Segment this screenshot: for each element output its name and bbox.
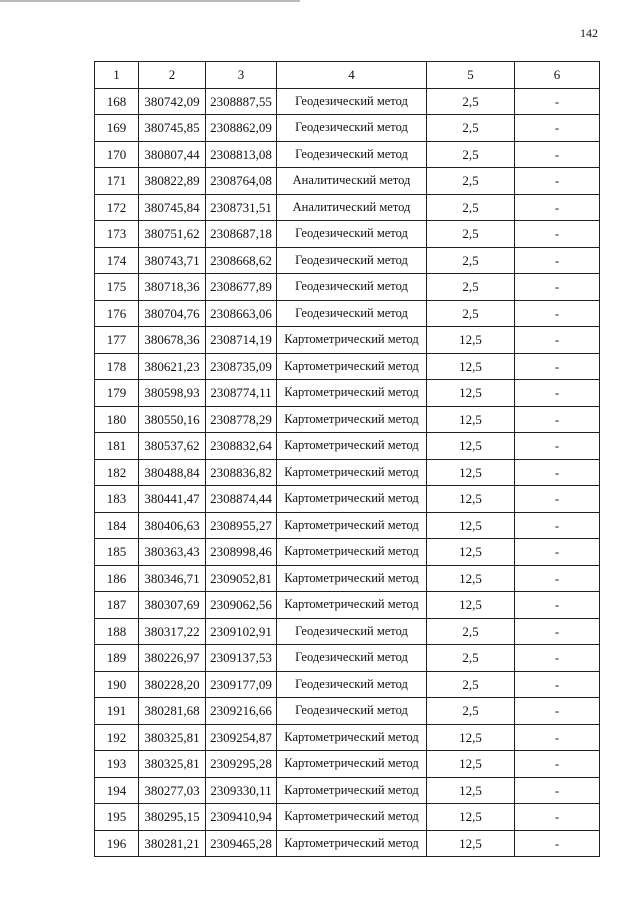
table-row — [95, 168, 600, 195]
y-coordinate-cell: 2308714,19 — [206, 327, 277, 354]
point-number-cell: 192 — [95, 724, 139, 751]
y-coordinate-cell: 2308778,29 — [206, 406, 277, 433]
method-cell: Геодезический метод — [277, 141, 427, 168]
note-cell: - — [515, 353, 600, 380]
x-coordinate-cell: 380277,03 — [139, 777, 206, 804]
x-coordinate-cell: 380743,71 — [139, 247, 206, 274]
x-coordinate-cell: 380363,43 — [139, 539, 206, 566]
accuracy-cell: 2,5 — [427, 698, 515, 725]
note-cell: - — [515, 724, 600, 751]
point-number-cell: 169 — [95, 115, 139, 142]
y-coordinate-cell: 2309062,56 — [206, 592, 277, 619]
method-cell: Картометрический метод — [277, 751, 427, 778]
y-coordinate-cell: 2308862,09 — [206, 115, 277, 142]
accuracy-cell: 12,5 — [427, 565, 515, 592]
method-cell: Картометрический метод — [277, 353, 427, 380]
y-coordinate-cell: 2309295,28 — [206, 751, 277, 778]
x-coordinate-cell: 380281,68 — [139, 698, 206, 725]
point-number-cell: 179 — [95, 380, 139, 407]
y-coordinate-cell: 2309216,66 — [206, 698, 277, 725]
note-cell: - — [515, 274, 600, 301]
method-cell: Картометрический метод — [277, 406, 427, 433]
table-header-row — [95, 62, 600, 89]
accuracy-cell: 2,5 — [427, 300, 515, 327]
method-cell: Геодезический метод — [277, 274, 427, 301]
column-header-3: 3 — [206, 62, 277, 89]
x-coordinate-cell: 380537,62 — [139, 433, 206, 460]
y-coordinate-cell: 2308663,06 — [206, 300, 277, 327]
point-number-cell: 190 — [95, 671, 139, 698]
x-coordinate-cell: 380307,69 — [139, 592, 206, 619]
point-number-cell: 170 — [95, 141, 139, 168]
y-coordinate-cell: 2309330,11 — [206, 777, 277, 804]
point-number-cell: 189 — [95, 645, 139, 672]
x-coordinate-cell: 380325,81 — [139, 751, 206, 778]
method-cell: Картометрический метод — [277, 486, 427, 513]
accuracy-cell: 12,5 — [427, 804, 515, 831]
table-row — [95, 406, 600, 433]
method-cell: Геодезический метод — [277, 618, 427, 645]
x-coordinate-cell: 380317,22 — [139, 618, 206, 645]
method-cell: Картометрический метод — [277, 539, 427, 566]
accuracy-cell: 2,5 — [427, 274, 515, 301]
y-coordinate-cell: 2309465,28 — [206, 830, 277, 857]
accuracy-cell: 12,5 — [427, 751, 515, 778]
method-cell: Картометрический метод — [277, 777, 427, 804]
point-number-cell: 173 — [95, 221, 139, 248]
accuracy-cell: 12,5 — [427, 433, 515, 460]
point-number-cell: 176 — [95, 300, 139, 327]
note-cell: - — [515, 671, 600, 698]
accuracy-cell: 12,5 — [427, 327, 515, 354]
note-cell: - — [515, 512, 600, 539]
coordinates-table — [94, 61, 600, 857]
accuracy-cell: 12,5 — [427, 459, 515, 486]
y-coordinate-cell: 2308874,44 — [206, 486, 277, 513]
method-cell: Картометрический метод — [277, 724, 427, 751]
table-row — [95, 698, 600, 725]
point-number-cell: 177 — [95, 327, 139, 354]
table-row — [95, 512, 600, 539]
note-cell: - — [515, 618, 600, 645]
table-row — [95, 194, 600, 221]
method-cell: Картометрический метод — [277, 565, 427, 592]
note-cell: - — [515, 115, 600, 142]
note-cell: - — [515, 88, 600, 115]
accuracy-cell: 2,5 — [427, 115, 515, 142]
method-cell: Геодезический метод — [277, 247, 427, 274]
point-number-cell: 186 — [95, 565, 139, 592]
table-row — [95, 88, 600, 115]
y-coordinate-cell: 2308731,51 — [206, 194, 277, 221]
method-cell: Картометрический метод — [277, 830, 427, 857]
table-row — [95, 141, 600, 168]
note-cell: - — [515, 433, 600, 460]
method-cell: Картометрический метод — [277, 459, 427, 486]
point-number-cell: 172 — [95, 194, 139, 221]
column-header-1: 1 — [95, 62, 139, 89]
point-number-cell: 193 — [95, 751, 139, 778]
table-row — [95, 724, 600, 751]
y-coordinate-cell: 2309177,09 — [206, 671, 277, 698]
table-row — [95, 327, 600, 354]
y-coordinate-cell: 2309137,53 — [206, 645, 277, 672]
accuracy-cell: 2,5 — [427, 671, 515, 698]
accuracy-cell: 12,5 — [427, 830, 515, 857]
table-row — [95, 592, 600, 619]
method-cell: Геодезический метод — [277, 300, 427, 327]
x-coordinate-cell: 380745,84 — [139, 194, 206, 221]
accuracy-cell: 12,5 — [427, 486, 515, 513]
x-coordinate-cell: 380745,85 — [139, 115, 206, 142]
point-number-cell: 171 — [95, 168, 139, 195]
table-row — [95, 618, 600, 645]
table-row — [95, 433, 600, 460]
method-cell: Картометрический метод — [277, 804, 427, 831]
accuracy-cell: 12,5 — [427, 380, 515, 407]
accuracy-cell: 2,5 — [427, 247, 515, 274]
x-coordinate-cell: 380742,09 — [139, 88, 206, 115]
accuracy-cell: 2,5 — [427, 168, 515, 195]
table-row — [95, 221, 600, 248]
note-cell: - — [515, 592, 600, 619]
method-cell: Геодезический метод — [277, 671, 427, 698]
column-header-5: 5 — [427, 62, 515, 89]
x-coordinate-cell: 380807,44 — [139, 141, 206, 168]
y-coordinate-cell: 2308764,08 — [206, 168, 277, 195]
point-number-cell: 195 — [95, 804, 139, 831]
x-coordinate-cell: 380704,76 — [139, 300, 206, 327]
accuracy-cell: 2,5 — [427, 618, 515, 645]
method-cell: Геодезический метод — [277, 698, 427, 725]
table-row — [95, 300, 600, 327]
x-coordinate-cell: 380226,97 — [139, 645, 206, 672]
x-coordinate-cell: 380346,71 — [139, 565, 206, 592]
note-cell: - — [515, 486, 600, 513]
table-row — [95, 830, 600, 857]
method-cell: Аналитический метод — [277, 194, 427, 221]
y-coordinate-cell: 2309102,91 — [206, 618, 277, 645]
x-coordinate-cell: 380751,62 — [139, 221, 206, 248]
accuracy-cell: 12,5 — [427, 777, 515, 804]
note-cell: - — [515, 698, 600, 725]
note-cell: - — [515, 565, 600, 592]
point-number-cell: 183 — [95, 486, 139, 513]
method-cell: Картометрический метод — [277, 433, 427, 460]
method-cell: Картометрический метод — [277, 592, 427, 619]
y-coordinate-cell: 2309052,81 — [206, 565, 277, 592]
note-cell: - — [515, 221, 600, 248]
table-row — [95, 459, 600, 486]
top-divider-line — [0, 0, 300, 2]
table-row — [95, 645, 600, 672]
table-row — [95, 565, 600, 592]
note-cell: - — [515, 141, 600, 168]
method-cell: Картометрический метод — [277, 380, 427, 407]
accuracy-cell: 2,5 — [427, 645, 515, 672]
accuracy-cell: 12,5 — [427, 592, 515, 619]
x-coordinate-cell: 380621,23 — [139, 353, 206, 380]
accuracy-cell: 12,5 — [427, 724, 515, 751]
x-coordinate-cell: 380228,20 — [139, 671, 206, 698]
x-coordinate-cell: 380822,89 — [139, 168, 206, 195]
table-row — [95, 274, 600, 301]
table-row — [95, 751, 600, 778]
y-coordinate-cell: 2308832,64 — [206, 433, 277, 460]
table-row — [95, 671, 600, 698]
y-coordinate-cell: 2308735,09 — [206, 353, 277, 380]
note-cell: - — [515, 751, 600, 778]
x-coordinate-cell: 380598,93 — [139, 380, 206, 407]
column-header-2: 2 — [139, 62, 206, 89]
point-number-cell: 174 — [95, 247, 139, 274]
method-cell: Геодезический метод — [277, 115, 427, 142]
method-cell: Геодезический метод — [277, 88, 427, 115]
y-coordinate-cell: 2308836,82 — [206, 459, 277, 486]
column-header-6: 6 — [515, 62, 600, 89]
x-coordinate-cell: 380406,63 — [139, 512, 206, 539]
accuracy-cell: 12,5 — [427, 406, 515, 433]
point-number-cell: 184 — [95, 512, 139, 539]
x-coordinate-cell: 380281,21 — [139, 830, 206, 857]
note-cell: - — [515, 194, 600, 221]
point-number-cell: 185 — [95, 539, 139, 566]
point-number-cell: 168 — [95, 88, 139, 115]
accuracy-cell: 12,5 — [427, 512, 515, 539]
table-body — [95, 88, 600, 857]
point-number-cell: 188 — [95, 618, 139, 645]
point-number-cell: 187 — [95, 592, 139, 619]
point-number-cell: 196 — [95, 830, 139, 857]
y-coordinate-cell: 2308998,46 — [206, 539, 277, 566]
point-number-cell: 191 — [95, 698, 139, 725]
y-coordinate-cell: 2308955,27 — [206, 512, 277, 539]
method-cell: Геодезический метод — [277, 221, 427, 248]
note-cell: - — [515, 168, 600, 195]
table-row — [95, 486, 600, 513]
note-cell: - — [515, 380, 600, 407]
accuracy-cell: 2,5 — [427, 88, 515, 115]
y-coordinate-cell: 2308668,62 — [206, 247, 277, 274]
accuracy-cell: 2,5 — [427, 221, 515, 248]
note-cell: - — [515, 804, 600, 831]
method-cell: Картометрический метод — [277, 327, 427, 354]
note-cell: - — [515, 645, 600, 672]
table-row — [95, 777, 600, 804]
point-number-cell: 180 — [95, 406, 139, 433]
point-number-cell: 178 — [95, 353, 139, 380]
x-coordinate-cell: 380441,47 — [139, 486, 206, 513]
y-coordinate-cell: 2308813,08 — [206, 141, 277, 168]
page-number: 142 — [580, 26, 598, 40]
table-row — [95, 804, 600, 831]
x-coordinate-cell: 380295,15 — [139, 804, 206, 831]
method-cell: Картометрический метод — [277, 512, 427, 539]
table-row — [95, 115, 600, 142]
y-coordinate-cell: 2308687,18 — [206, 221, 277, 248]
method-cell: Геодезический метод — [277, 645, 427, 672]
column-header-4: 4 — [277, 62, 427, 89]
x-coordinate-cell: 380718,36 — [139, 274, 206, 301]
note-cell: - — [515, 777, 600, 804]
x-coordinate-cell: 380325,81 — [139, 724, 206, 751]
x-coordinate-cell: 380488,84 — [139, 459, 206, 486]
point-number-cell: 181 — [95, 433, 139, 460]
table-row — [95, 353, 600, 380]
accuracy-cell: 2,5 — [427, 194, 515, 221]
note-cell: - — [515, 247, 600, 274]
y-coordinate-cell: 2308677,89 — [206, 274, 277, 301]
x-coordinate-cell: 380550,16 — [139, 406, 206, 433]
note-cell: - — [515, 459, 600, 486]
y-coordinate-cell: 2308887,55 — [206, 88, 277, 115]
y-coordinate-cell: 2308774,11 — [206, 380, 277, 407]
note-cell: - — [515, 539, 600, 566]
table-row — [95, 247, 600, 274]
accuracy-cell: 2,5 — [427, 141, 515, 168]
note-cell: - — [515, 327, 600, 354]
note-cell: - — [515, 830, 600, 857]
point-number-cell: 175 — [95, 274, 139, 301]
method-cell: Аналитический метод — [277, 168, 427, 195]
accuracy-cell: 12,5 — [427, 353, 515, 380]
point-number-cell: 194 — [95, 777, 139, 804]
y-coordinate-cell: 2309410,94 — [206, 804, 277, 831]
note-cell: - — [515, 300, 600, 327]
y-coordinate-cell: 2309254,87 — [206, 724, 277, 751]
point-number-cell: 182 — [95, 459, 139, 486]
accuracy-cell: 12,5 — [427, 539, 515, 566]
table-row — [95, 380, 600, 407]
table-row — [95, 539, 600, 566]
x-coordinate-cell: 380678,36 — [139, 327, 206, 354]
note-cell: - — [515, 406, 600, 433]
